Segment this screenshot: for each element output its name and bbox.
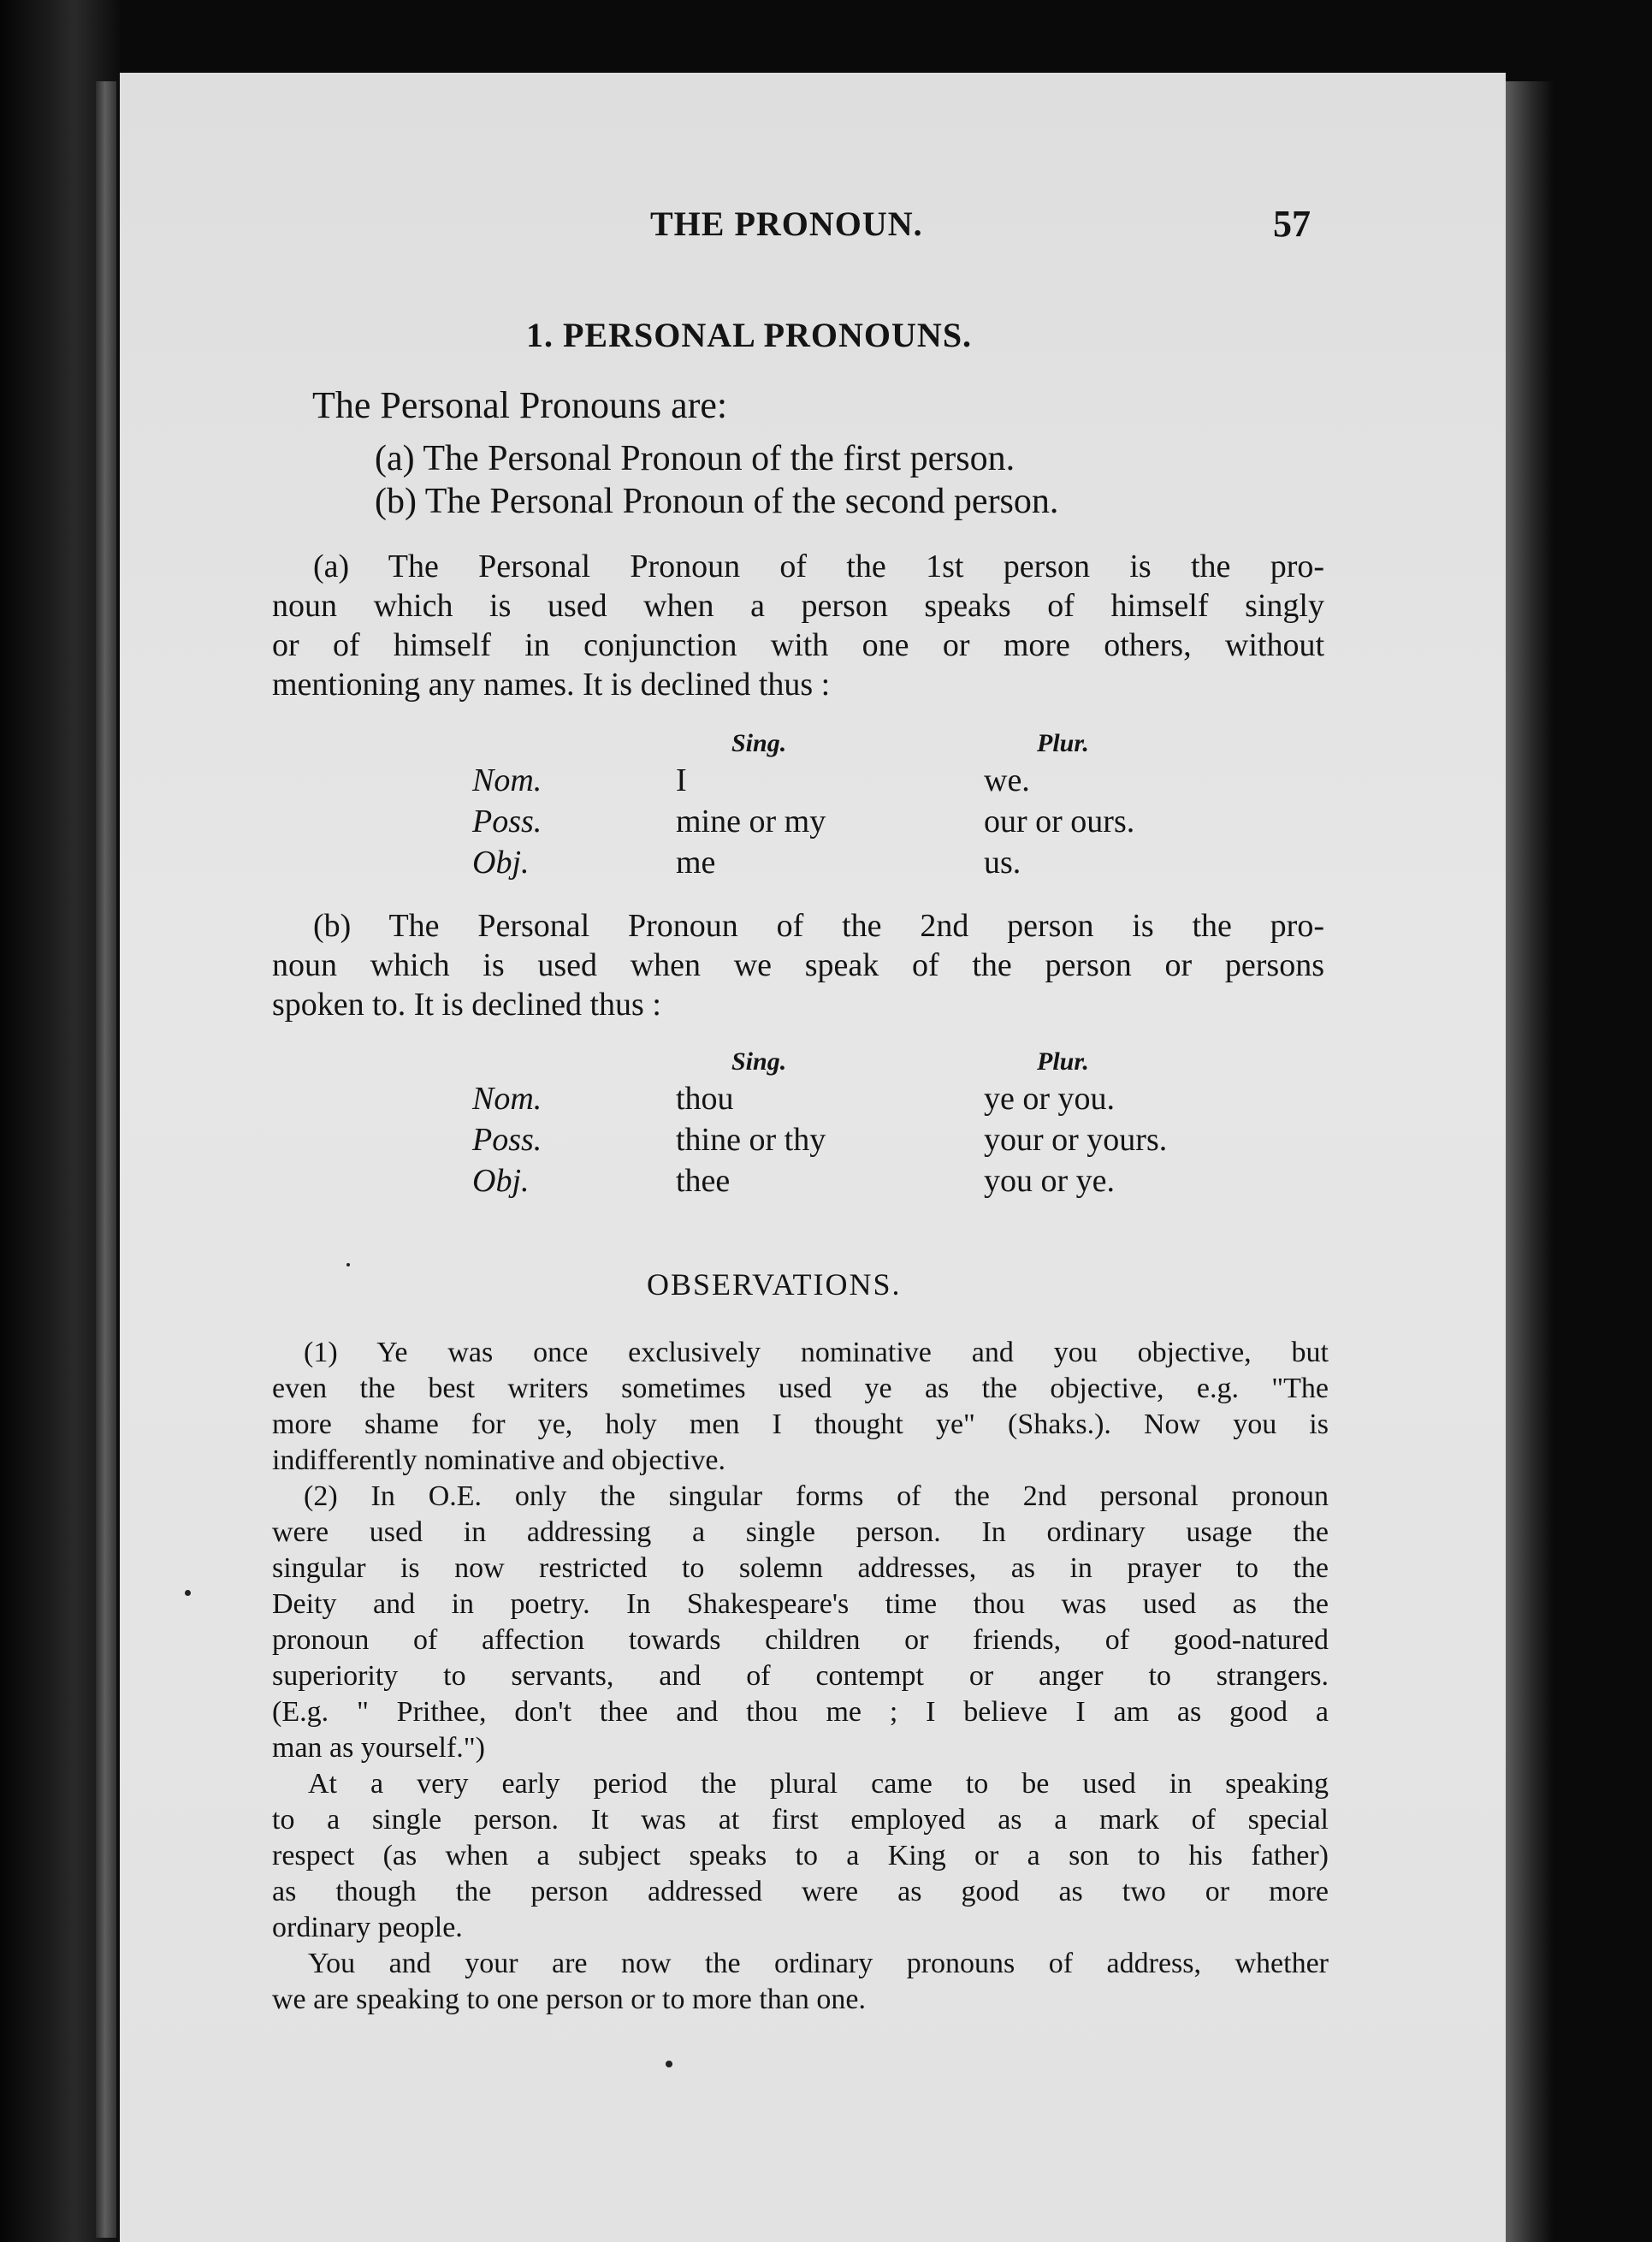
observation-line: ordinary people. bbox=[272, 1912, 463, 1943]
observation-line: (2) In O.E. only the singular forms of the 2nd personal pronoun bbox=[304, 1480, 1329, 1512]
observation-line: Deity and in poetry. In Shakespeare's time thou was used as the bbox=[272, 1588, 1329, 1620]
running-head: THE PRONOUN. bbox=[650, 205, 923, 243]
decl1-nom-plur: we. bbox=[984, 762, 1030, 798]
observation-line: At a very early period the plural came to be used in speaking bbox=[308, 1768, 1329, 1800]
intro-item-a: (a) The Personal Pronoun of the first person. bbox=[375, 439, 1015, 478]
decl1-obj-sing: me bbox=[676, 845, 716, 881]
print-speck bbox=[346, 1263, 350, 1266]
decl1-case-nom: Nom. bbox=[472, 762, 542, 798]
decl2-col-sing: Sing. bbox=[731, 1047, 787, 1076]
page-number: 57 bbox=[1273, 203, 1311, 245]
para-b-line-2: noun which is used when we speak of the person or persons bbox=[272, 947, 1324, 983]
intro-item-b: (b) The Personal Pronoun of the second person. bbox=[375, 482, 1059, 521]
decl1-nom-sing: I bbox=[676, 762, 687, 798]
para-a-line-1: (a) The Personal Pronoun of the 1st person is the pro- bbox=[313, 549, 1324, 584]
observation-line: as though the person addressed were as good as two or more bbox=[272, 1876, 1329, 1907]
section-heading: 1. PERSONAL PRONOUNS. bbox=[526, 316, 973, 354]
decl2-case-nom: Nom. bbox=[472, 1081, 542, 1117]
intro-lead: The Personal Pronouns are: bbox=[312, 384, 728, 426]
observations-heading: OBSERVATIONS. bbox=[647, 1267, 902, 1302]
para-b-line-1: (b) The Personal Pronoun of the 2nd person is the pro- bbox=[313, 908, 1324, 944]
observation-line: You and your are now the ordinary pronouns of address, whether bbox=[308, 1948, 1329, 1979]
decl1-col-plur: Plur. bbox=[1037, 729, 1089, 757]
observation-line: superiority to servants, and of contempt or anger to strangers. bbox=[272, 1660, 1329, 1692]
decl1-poss-sing: mine or my bbox=[676, 804, 826, 839]
observation-line: singular is now restricted to solemn addresses, as in prayer to the bbox=[272, 1552, 1329, 1584]
decl2-nom-plur: ye or you. bbox=[984, 1081, 1116, 1117]
decl1-poss-plur: our or ours. bbox=[984, 804, 1135, 839]
decl2-col-plur: Plur. bbox=[1037, 1047, 1089, 1076]
observation-line: to a single person. It was at first employed as a mark of special bbox=[272, 1804, 1329, 1836]
decl2-poss-sing: thine or thy bbox=[676, 1122, 826, 1158]
observation-line: were used in addressing a single person. In ordinary usage the bbox=[272, 1516, 1329, 1548]
observation-line: pronoun of affection towards children or friends, of good-natured bbox=[272, 1624, 1329, 1656]
decl2-case-poss: Poss. bbox=[472, 1122, 542, 1158]
para-a-line-2: noun which is used when a person speaks of himself singly bbox=[272, 588, 1324, 624]
decl1-case-poss: Poss. bbox=[472, 804, 542, 839]
decl2-poss-plur: your or yours. bbox=[984, 1122, 1168, 1158]
decl2-obj-sing: thee bbox=[676, 1163, 731, 1199]
page-edge-shadow bbox=[1506, 81, 1553, 2242]
decl1-obj-plur: us. bbox=[984, 845, 1021, 881]
observation-line: more shame for ye, holy men I thought ye" (Shaks.). Now you is bbox=[272, 1409, 1329, 1440]
print-speck bbox=[666, 2061, 672, 2067]
para-a-line-4: mentioning any names. It is declined thus : bbox=[272, 667, 831, 703]
decl2-case-obj: Obj. bbox=[472, 1163, 530, 1199]
observation-line: (E.g. " Prithee, don't thee and thou me ; I believe I am as good a bbox=[272, 1696, 1329, 1728]
para-a-line-3: or of himself in conjunction with one or more others, without bbox=[272, 627, 1324, 663]
binding-edge bbox=[96, 81, 116, 2238]
observation-line: (1) Ye was once exclusively nominative and you objective, but bbox=[304, 1337, 1329, 1368]
decl1-case-obj: Obj. bbox=[472, 845, 530, 881]
print-speck bbox=[185, 1590, 191, 1596]
decl2-nom-sing: thou bbox=[676, 1081, 734, 1117]
decl1-col-sing: Sing. bbox=[731, 729, 787, 757]
observation-line: we are speaking to one person or to more than one. bbox=[272, 1984, 866, 2015]
observation-line: even the best writers sometimes used ye as the objective, e.g. "The bbox=[272, 1373, 1329, 1404]
para-b-line-3: spoken to. It is declined thus : bbox=[272, 987, 661, 1023]
observation-line: respect (as when a subject speaks to a King or a son to his father) bbox=[272, 1840, 1329, 1871]
decl2-obj-plur: you or ye. bbox=[984, 1163, 1116, 1199]
observation-line: man as yourself.") bbox=[272, 1732, 485, 1764]
observation-line: indifferently nominative and objective. bbox=[272, 1444, 725, 1476]
